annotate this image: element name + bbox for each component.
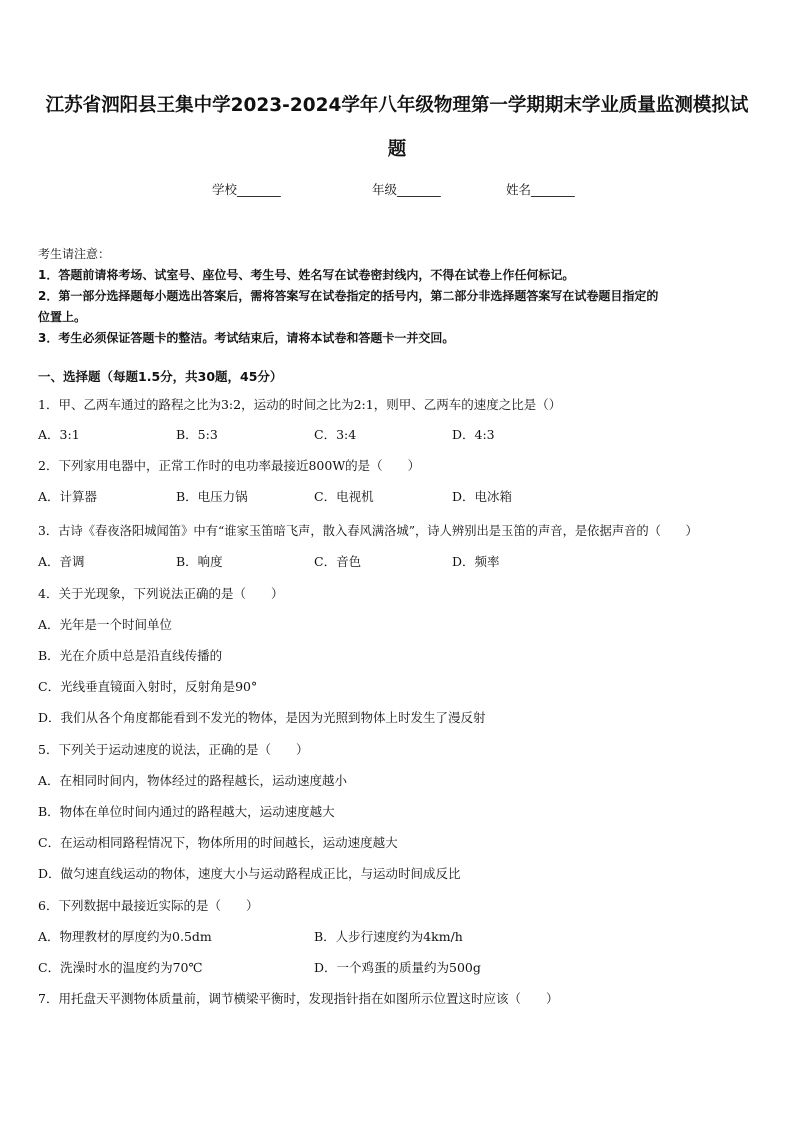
option-c[interactable]: C．电视机 [314,489,374,504]
option-b[interactable]: B．物体在单位时间内通过的路程越大，运动速度越大 [38,804,335,819]
name-field[interactable]: 姓名_______ [506,182,575,197]
question-stem: 2．下列家用电器中，正常工作时的电功率最接近800W的是（ ） [38,458,421,473]
section-heading: 一、选择题（每题1.5分，共30题，45分） [38,369,283,384]
question-stem: 4．关于光现象，下列说法正确的是（ ） [38,586,284,601]
question-stem: 3．古诗《春夜洛阳城闻笛》中有“谁家玉笛暗飞声，散入春风满洛城”，诗人辨别出是玉笛的声音，是依据声音的（ ） [38,524,698,538]
option-d[interactable]: D．电冰箱 [452,489,513,504]
option-b[interactable]: B．人步行速度约为4km/h [314,929,463,944]
exam-notice [38,244,760,349]
option-c[interactable]: C．洗澡时水的温度约为70℃ [38,960,203,975]
question-stem: 6．下列数据中最接近实际的是（ ） [38,898,259,913]
notice-item: 2．第一部分选择题每小题选出答案后，需将答案写在试卷指定的括号内，第二部分非选择题答案写在试卷题目指定的 [38,289,659,303]
option-b[interactable]: B．电压力锅 [176,489,248,504]
option-b[interactable]: B．光在介质中总是沿直线传播的 [38,648,223,663]
option-d[interactable]: D．4:3 [452,427,495,442]
option-d[interactable]: D．一个鸡蛋的质量约为500g [314,960,481,975]
option-a[interactable]: A．物理教材的厚度约为0.5dm [38,929,212,944]
school-field[interactable]: 学校_______ [212,182,281,197]
student-info-row [0,180,794,200]
question-stem: 7．用托盘天平测物体质量前，调节横梁平衡时，发现指针指在如图所示位置这时应该（ ） [38,991,559,1006]
exam-title-line1: 江苏省泗阳县王集中学2023-2024学年八年级物理第一学期期末学业质量监测模拟试 [45,95,749,116]
grade-field[interactable]: 年级_______ [372,182,441,197]
option-d[interactable]: D．做匀速直线运动的物体，速度大小与运动路程成正比，与运动时间成反比 [38,866,461,881]
option-a[interactable]: A．光年是一个时间单位 [38,617,173,632]
notice-item: 位置上。 [38,310,87,324]
option-d[interactable]: D．我们从各个角度都能看到不发光的物体，是因为光照到物体上时发生了漫反射 [38,710,486,725]
exam-title [30,84,764,172]
option-a[interactable]: A．计算器 [38,489,98,504]
option-c[interactable]: C．3:4 [314,427,357,442]
notice-item: 3．考生必须保证答题卡的整洁。考试结束后，请将本试卷和答题卡一并交回。 [38,331,455,345]
option-a[interactable]: A．音调 [38,554,85,569]
option-c[interactable]: C．音色 [314,554,362,569]
option-c[interactable]: C．在运动相同路程情况下，物体所用的时间越长，运动速度越大 [38,835,398,850]
question-stem: 1．甲、乙两车通过的路程之比为3:2，运动的时间之比为2:1，则甲、乙两车的速度之比是（） [38,397,562,412]
question-stem: 5．下列关于运动速度的说法，正确的是（ ） [38,742,309,757]
option-a[interactable]: A．3:1 [38,427,80,442]
option-a[interactable]: A．在相同时间内，物体经过的路程越长，运动速度越小 [38,773,348,788]
option-b[interactable]: B．5:3 [176,427,218,442]
notice-heading: 考生请注意： [38,247,111,261]
option-b[interactable]: B．响度 [176,554,223,569]
exam-title-line2: 题 [387,139,407,160]
option-c[interactable]: C．光线垂直镜面入射时，反射角是90° [38,679,258,694]
notice-item: 1．答题前请将考场、试室号、座位号、考生号、姓名写在试卷密封线内，不得在试卷上作任何标记。 [38,268,575,282]
option-d[interactable]: D．频率 [452,554,500,569]
